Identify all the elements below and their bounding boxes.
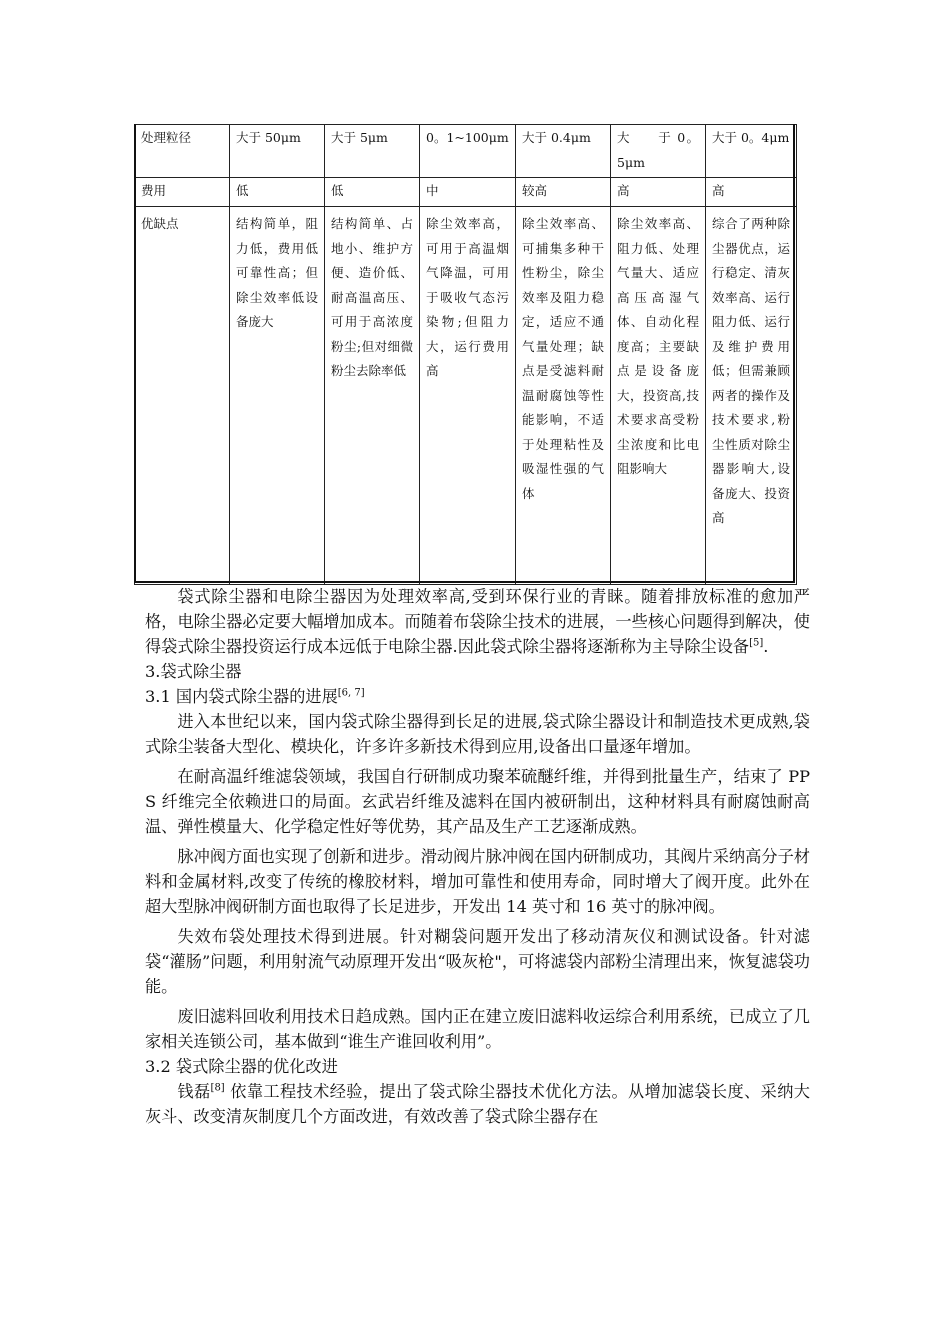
- row-label: 优缺点: [135, 207, 230, 585]
- table-cell: 低: [325, 178, 420, 207]
- table-cell: 除尘效率高、阻力低、处理气量大、适应高压高湿气体、自动化程度高；主要缺点是设备庞大，投资高,技术要求高受粉尘浓度和比电阻影响大: [611, 207, 706, 585]
- table-cell: 结构简单、占地小、维护方便、造价低、耐高温高压、可用于高浓度粉尘;但对细微粉尘去除率低: [325, 207, 420, 585]
- table-cell: 除尘效率高、可捕集多种干性粉尘，除尘效率及阻力稳定，适应不通气量处理；缺点是受滤料耐温耐腐蚀等性能影响，不适于处理粘性及吸湿性强的气体: [516, 207, 611, 585]
- table-cell: 大 于 0。5μm: [611, 125, 706, 178]
- table-cell: 较高: [516, 178, 611, 207]
- citation: [8]: [210, 1082, 225, 1094]
- table-cell: 结构简单，阻力低，费用低可靠性高；但除尘效率低设备庞大: [230, 207, 325, 585]
- table-cell: 大于 5μm: [325, 125, 420, 178]
- paragraph-text: 钱磊: [177, 1082, 211, 1101]
- subsection-heading: 3.2 袋式除尘器的优化改进: [145, 1057, 338, 1076]
- table-cell: 0。1~100μm: [420, 125, 516, 178]
- section-heading: 3.袋式除尘器: [145, 662, 242, 681]
- paragraph: 进入本世纪以来，国内袋式除尘器得到长足的进展,袋式除尘器设计和制造技术更成熟,袋式除尘装备大型化、模块化，许多许多新技术得到应用,设备出口量逐年增加。: [145, 712, 810, 756]
- body-text: [145, 584, 810, 1129]
- table-cell: 高: [706, 178, 797, 207]
- paragraph: [145, 584, 810, 659]
- table-cell: 除尘效率高，可用于高温烟气降温，可用于吸收气态污染物;但阻力大，运行费用高: [420, 207, 516, 585]
- paragraph: 失效布袋处理技术得到进展。针对糊袋问题开发出了移动清灰仪和测试设备。针对滤袋“灌肠”问题，利用射流气动原理开发出“吸灰枪"，可将滤袋内部粉尘清理出来，恢复滤袋功能。: [145, 927, 810, 996]
- table-row-pros-cons: [135, 207, 797, 585]
- table-row-cost: [135, 178, 797, 207]
- table-cell: 综合了两种除尘器优点，运行稳定、清灰效率高、运行阻力低、运行及维护费用低；但需兼顾两者的操作及技术要求,粉尘性质对除尘器影响大,设备庞大、投资高: [706, 207, 797, 585]
- table-cell: 低: [230, 178, 325, 207]
- paragraph-text: .: [763, 637, 769, 656]
- table-cell: 大于 0.4μm: [516, 125, 611, 178]
- paragraph: [145, 1079, 810, 1129]
- heading-text: 3.1 国内袋式除尘器的进展: [145, 687, 338, 706]
- paragraph-text: 依靠工程技术经验，提出了袋式除尘器技术优化方法。从增加滤袋长度、采纳大灰斗、改变清灰制度几个方面改进，有效改善了袋式除尘器存在: [145, 1082, 810, 1126]
- citation: [5]: [749, 637, 764, 649]
- row-label: 费用: [135, 178, 230, 207]
- paragraph-text: 袋式除尘器和电除尘器因为处理效率高,受到环保行业的青睐。随着排放标准的愈加严格，电除尘器必定要大幅增加成本。而随着布袋除尘技术的进展，一些核心问题得到解决，使得袋式除尘器投资运行成本远低于电除尘器.因此袋式除尘器将逐渐称为主导除尘设备: [145, 587, 810, 656]
- paragraph: 脉冲阀方面也实现了创新和进步。滑动阀片脉冲阀在国内研制成功，其阀片采纳高分子材料和金属材料,改变了传统的橡胶材料，增加可靠性和使用寿命，同时增大了阀开度。此外在超大型脉冲阀研制方面也取得了长足进步，开发出 14 英寸和 16 英寸的脉冲阀。: [145, 847, 810, 916]
- paragraph: 废旧滤料回收利用技术日趋成熟。国内正在建立废旧滤料收运综合利用系统，已成立了几家相关连锁公司，基本做到“谁生产谁回收利用”。: [145, 1007, 810, 1051]
- table-cell: 中: [420, 178, 516, 207]
- paragraph: 在耐高温纤维滤袋领域，我国自行研制成功聚苯硫醚纤维，并得到批量生产，结束了 PPS 纤维完全依赖进口的局面。玄武岩纤维及滤料在国内被研制出，这种材料具有耐腐蚀耐高温、弹性模量大、化学稳定性好等优势，其产品及生产工艺逐渐成熟。: [145, 767, 810, 836]
- table-cell: 大于 0。4μm: [706, 125, 797, 178]
- table-cell: 大于 50μm: [230, 125, 325, 178]
- subsection-heading: [145, 684, 810, 709]
- row-label: 处理粒径: [135, 125, 230, 178]
- citation: [6, 7]: [337, 687, 365, 699]
- table-row-particle-size: [135, 125, 797, 178]
- dust-collector-comparison-table: [134, 124, 797, 585]
- table-cell: 高: [611, 178, 706, 207]
